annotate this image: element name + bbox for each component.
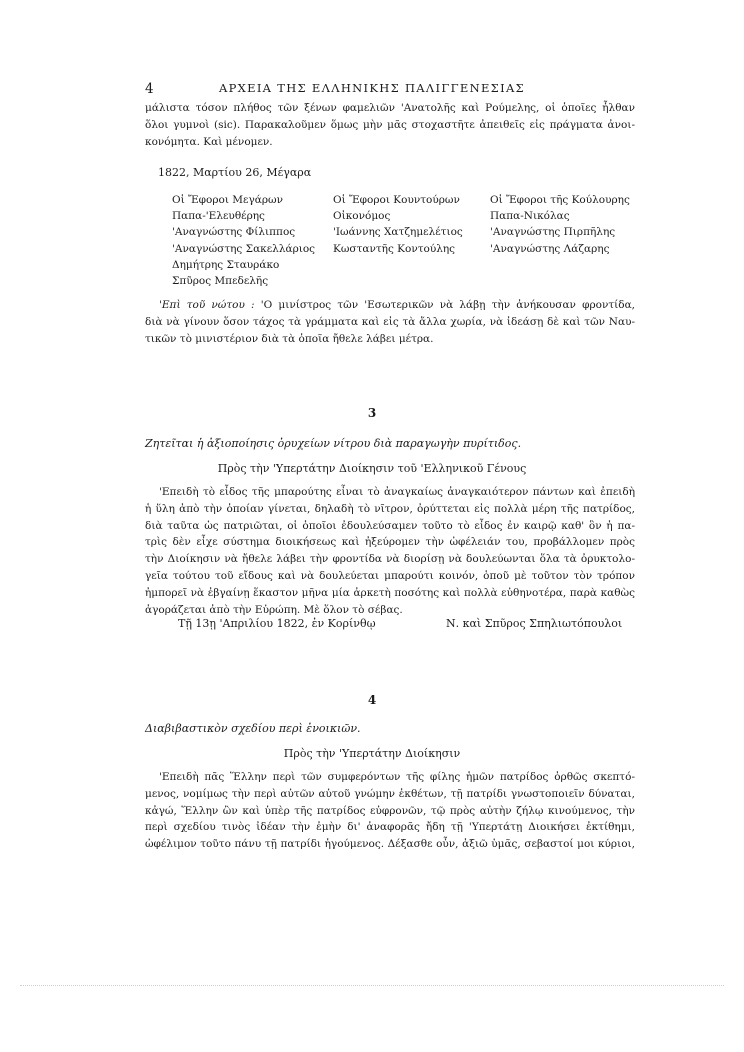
doc3-summary: Ζητεῖται ἡ ἀξιοποίησις ὀρυχείων νίτρου διὰ παραγωγὴν πυρίτιδος. [145,437,522,450]
text-line: τικῶν τὸ μινιστέριον διὰ τὰ ὁποῖα ἤθελε λάβει μέτρα. [145,332,434,345]
text-line: ἠμπορεῖ νὰ ἐβγαίνῃ ἕκαστον μῆνα μία ἀρκετὴ ποσότης καὶ πολλὰ εὐθηνοτέρα, παρὰ καθὼς [145,586,635,599]
signature-heading: Οἱ Ἔφοροι τῆς Κούλουρης [490,194,630,206]
signature-name: 'Αναγνώστης Λάζαρης [490,242,610,255]
scan-edge-specks [20,985,724,987]
text-line: 'Επειδὴ τὸ εἶδος τῆς μπαρούτης εἶναι τὸ ἀναγκαίως ἀναγκαιότερον πάντων καὶ ἐπειδὴ [159,486,635,498]
signature-name: Δημήτρης Σταυράκο [172,258,280,271]
text-line: ἡ ὕλη ἀπὸ τὴν ὁποίαν γίνεται, δηλαδὴ τὸ νῖτρον, ὀρύττεται εἰς πολλὰ μέρη τῆς πατρίδος, [145,502,635,515]
signature-name: Κωσταντῆς Κοντούλης [333,242,456,255]
running-header: ΑΡΧΕΙΑ ΤΗΣ ΕΛΛΗΝΙΚΗΣ ΠΑΛΙΓΓΕΝΕΣΙΑΣ [219,81,525,95]
endorsement-text: 'Ο μινίστρος τῶν 'Εσωτερικῶν νὰ λάβῃ τὴν ἀνήκουσαν φροντίδα, [254,299,636,311]
text-line: ὠφέλιμον τοῦτο πάνυ τῇ πατρίδι ἡγούμενος. Δέξασθε οὖν, ἀξιῶ ὑμᾶς, σεβαστοί μοι κύριοι, [145,838,635,851]
signature-name: Παπα-'Ελευθέρης [172,210,265,223]
text-line [145,297,635,314]
signature-column-megara [172,192,315,289]
doc3-signer: Ν. καὶ Σπῦρος Σπηλιωτόπουλοι [446,617,623,630]
text-line: διὰ νὰ γίνουν ὅσον τάχος τὰ γράμματα καὶ εἰς τὰ ἄλλα χωρία, νὰ ἰδεάσῃ δὲ καὶ τῶν Ναυ- [145,315,635,328]
doc4-addressee: Πρὸς τὴν 'Υπερτάτην Διοίκησιν [283,747,461,760]
signature-name: 'Ιωάννης Χατζημελέτιος [333,226,463,239]
doc2-date-place: 1822, Μαρτίου 26, Μέγαρα [158,166,312,179]
signature-name: 'Αναγνώστης Σακελλάριος [172,242,316,255]
signature-heading: Οἱ Ἔφοροι Μεγάρων [172,194,283,206]
endorsement-label: 'Επὶ τοῦ νώτου : [159,299,255,311]
text-line: μενος, νομίμως τὴν περὶ αὐτῶν αὐτοῦ γνώμην ἐκθέτων, τῇ πατρίδι γνωστοποιεῖν δύναται, [145,787,635,800]
doc4-body [145,769,635,853]
doc4-number: 4 [367,693,377,707]
text-line: περὶ σχεδίου τινὸς ἰδέαν τὴν ἐμὴν δι' ἀναφορᾶς ἤδη τῇ 'Υπερτάτῃ Διοικήσει ἐκτίθημι, [145,821,635,834]
signature-name: Σπῦρος Μπεδελῆς [172,275,269,288]
page-number: 4 [145,81,154,97]
signature-name: Οἰκονόμος [333,210,391,223]
doc3-date: Τῇ 13ῃ 'Απριλίου 1822, ἐν Κορίνθῳ [178,617,376,630]
text-line: ἀγοράζεται ἀπὸ τὴν Εὐρώπη. Μὲ ὅλον τὸ σέβας. [145,603,403,616]
signature-heading: Οἱ Ἔφοροι Κουντούρων [333,194,460,206]
text-line: κονόμητα. Καὶ μένομεν. [145,135,273,148]
doc4-summary: Διαβιβαστικὸν σχεδίου περὶ ἐνοικιῶν. [145,722,361,735]
signature-name: 'Αναγνώστης Πιρπῆλης [490,226,616,239]
doc3-number: 3 [367,406,377,420]
text-line: κἀγώ, Ἕλλην ὢν καὶ ὑπὲρ τῆς πατρίδος εὐφρονῶν, τῷ πρὸς αὐτὴν ζήλῳ κινούμενος, τὴν [145,804,635,817]
text-line: 'Επειδὴ πᾶς Ἕλλην περὶ τῶν συμφερόντων τῆς φίλης ἡμῶν πατρίδος ὀρθῶς σκεπτό- [159,771,635,783]
signature-column-kountoura [333,192,463,257]
doc2-endorsement [145,297,635,347]
text-line: μάλιστα τόσον πλήθος τῶν ξένων φαμελιῶν 'Ανατολῆς καὶ Ρούμελης, οἱ ὁποῖες ἦλθαν [145,102,635,114]
text-line: τὴν Διοίκησιν νὰ ἤθελε λάβει τὴν φροντίδα νὰ διορίσῃ νὰ δουλεύωνται ὅλα τὰ ὀρυκτολο- [145,553,635,566]
signature-name: Παπα-Νικόλας [490,210,570,223]
text-line: τρὶς δὲν εἶχε σύστημα διοικήσεως καὶ ἠξεύρομεν τὴν ὠφέλειάν του, προβάλλομεν πρὸς [145,536,635,549]
doc3-addressee: Πρὸς τὴν 'Υπερτάτην Διοίκησιν τοῦ 'Ελληνικοῦ Γένους [217,462,527,475]
doc3-body [145,484,635,618]
signature-column-koulouri [490,192,630,257]
text-line: ὅλοι γυμνοὶ (sic). Παρακαλοῦμεν ὅμως μὴν μᾶς στοχαστῆτε ἀπειθεῖς εἰς πράγματα ἀνοι- [145,118,635,131]
signature-name: 'Αναγνώστης Φίλιππος [172,226,296,239]
text-line: γεῖα τούτου τοῦ εἴδους καὶ νὰ δουλεύεται μπαρούτι κοινόν, ὁποῦ μὲ τοῦτον τὸν τρόπον [145,569,635,582]
text-line: διὰ ταῦτα ὡς πατριῶται, οἱ ὁποῖοι ἐδουλεύσαμεν τοῦτο τὸ εἶδος ἐν καιρῷ καθ' ὃν ἡ πα- [145,519,635,532]
doc2-closing-paragraph [145,100,635,150]
